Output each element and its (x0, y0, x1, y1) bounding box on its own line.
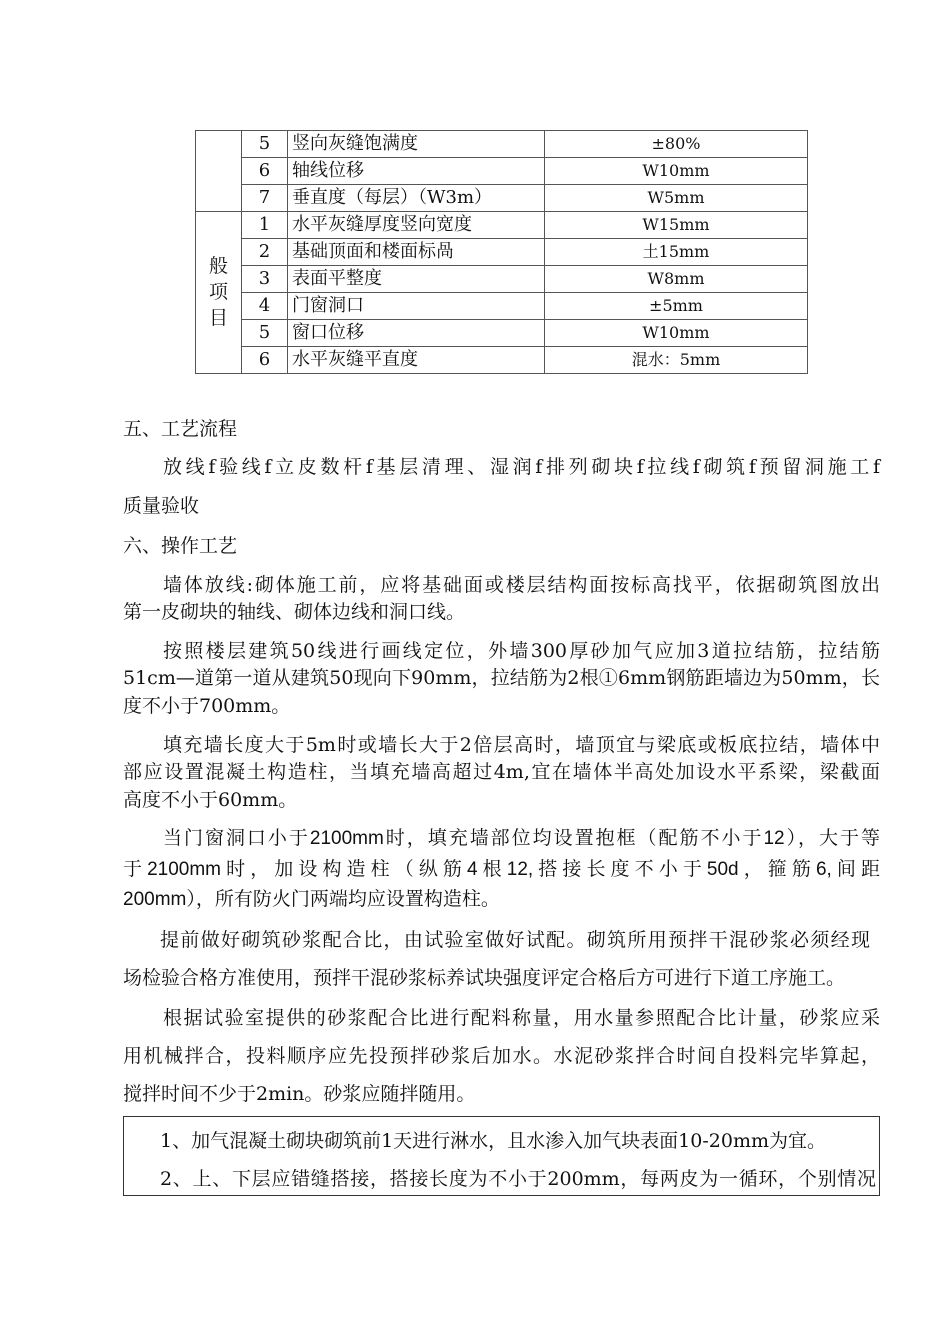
table-row (196, 266, 808, 293)
row-value: W15mm (545, 212, 808, 239)
row-number: 2 (242, 239, 288, 266)
row-value: W10mm (545, 158, 808, 185)
paragraph-text: 按照楼层建筑50线进行画线定位，外墙300厚砂加气应加3道拉结筋，拉结筋 (163, 640, 880, 662)
category-cell-general (196, 212, 242, 374)
row-number: 6 (242, 347, 288, 374)
paragraph-text: 填充墙长度大于5m时或墙长大于2倍层高时，墙顶宜与梁底或板底拉结，墙体中 (163, 734, 880, 756)
paragraph-text: 51cm—道第一道从建筑50现向下90mm，拉结筋为2根①6mm钢筋距墙边为50mm，长 (123, 667, 880, 689)
row-item: 表面平整度 (288, 266, 545, 293)
table-row (196, 131, 808, 158)
row-value: W10mm (545, 320, 808, 347)
row-value: ±5mm (545, 293, 808, 320)
row-number: 5 (242, 131, 288, 158)
paragraph-line (163, 572, 880, 598)
row-item: 垂直度（每层）（W3m） (288, 185, 545, 212)
paragraph-text: 于2100mm时，加设构造柱（纵筋4根12,搭接长度不小于50d，箍筋6,间距 (123, 859, 880, 880)
table-row (196, 158, 808, 185)
paragraph-line: 第一皮砌块的轴线、砌体边线和洞口线。 (123, 601, 466, 623)
paragraph-line (163, 638, 880, 664)
process-flow-end: 质量验收 (123, 495, 200, 517)
table-row (196, 239, 808, 266)
paragraph-line (163, 732, 880, 758)
row-value: 混水：5mm (545, 347, 808, 374)
paragraph-text: 提前做好砌筑砂浆配合比，由试验室做好试配。砌筑所用预拌干混砂浆必须经现 (160, 929, 870, 951)
paragraph-text: 墙体放线:砌体施工前，应将基础面或楼层结构面按标高找平，依据砌筑图放出 (163, 574, 880, 596)
category-label: 般项目 (208, 255, 228, 329)
row-number: 7 (242, 185, 288, 212)
paragraph-line (123, 857, 880, 883)
paragraph-text: 部应设置混凝土构造柱，当填充墙高超过4m,宜在墙体半高处加设水平系梁，梁截面 (123, 761, 880, 783)
paragraph-line (163, 826, 880, 852)
paragraph-text: 用机械拌合，投料顺序应先投预拌砂浆后加水。水泥砂浆拌合时间自投料完毕算起， (123, 1045, 880, 1067)
row-item: 竖向灰缝饱满度 (288, 131, 545, 158)
table-row (196, 293, 808, 320)
paragraph-line: 度不小于700mm。 (123, 695, 291, 717)
row-value: W8mm (545, 266, 808, 293)
paragraph-line (160, 927, 870, 953)
section-heading-operation: 六、操作工艺 (123, 535, 238, 557)
paragraph-text: 根据试验室提供的砂浆配合比进行配料称量，用水量参照配合比计量，砂浆应采 (163, 1007, 880, 1029)
paragraph-line (123, 1043, 880, 1069)
paragraph-line: 搅拌时间不少于2min。砂浆应随拌随用。 (123, 1083, 476, 1105)
row-number: 3 (242, 266, 288, 293)
row-item: 轴线位移 (288, 158, 545, 185)
note-text: 2、上、下层应错缝搭接，搭接长度为不小于200mm，每两皮为一循环，个别情况 (160, 1168, 876, 1190)
row-item: 门窗洞口 (288, 293, 545, 320)
paragraph-text: 当门窗洞口小于2100mm时，填充墙部位均设置抱框（配筋不小于12），大于等 (163, 828, 880, 849)
tolerance-table (195, 130, 808, 374)
paragraph-line: 场检验合格方准使用，预拌干混砂浆标养试块强度评定合格后方可进行下道工序施工。 (123, 967, 846, 989)
table-row (196, 185, 808, 212)
paragraph-line: 高度不小于60mm。 (123, 789, 298, 811)
note-line-2 (160, 1166, 876, 1192)
paragraph-line (123, 665, 880, 691)
row-number: 1 (242, 212, 288, 239)
table-row (196, 320, 808, 347)
row-item: 基础顶面和楼面标咼 (288, 239, 545, 266)
row-number: 4 (242, 293, 288, 320)
paragraph-line: 200mm），所有防火门两端均应设置构造柱。 (123, 889, 500, 910)
table-row (196, 212, 808, 239)
note-line-1: 1、加气混凝土砌块砌筑前1天进行淋水，且水渗入加气块表面10-20mm为宜。 (160, 1130, 826, 1152)
row-item: 水平灰缝平直度 (288, 347, 545, 374)
category-cell-main (196, 131, 242, 212)
row-item: 水平灰缝厚度竖向宽度 (288, 212, 545, 239)
row-number: 5 (242, 320, 288, 347)
row-value: ±80% (545, 131, 808, 158)
row-value: W5mm (545, 185, 808, 212)
table-row (196, 347, 808, 374)
process-flow-line (163, 454, 880, 480)
process-flow-text: 放线f验线f立皮数杆f基层清理、湿润f排列砌块f拉线f砌筑f预留洞施工f (163, 456, 880, 478)
row-number: 6 (242, 158, 288, 185)
paragraph-line (163, 1005, 880, 1031)
paragraph-line (123, 759, 880, 785)
row-item: 窗口位移 (288, 320, 545, 347)
section-heading-process: 五、工艺流程 (123, 418, 238, 440)
row-value: 土15mm (545, 239, 808, 266)
